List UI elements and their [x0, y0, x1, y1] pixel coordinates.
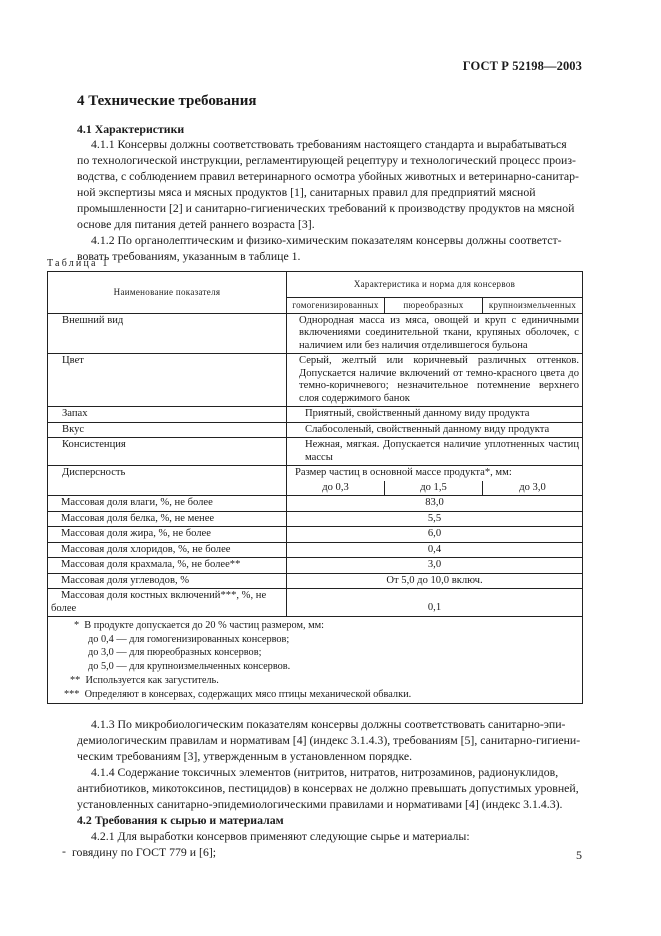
row-value: 0,1: [287, 589, 583, 617]
table-row: [48, 573, 583, 589]
table-notes-row: [48, 617, 583, 704]
row-value: 0,4: [287, 542, 583, 558]
row-name: Внешний вид: [48, 313, 287, 354]
text-line: 4.1.3 По микробиологическим показателям консервы должны соответствовать санитарно-эпи-: [91, 717, 566, 731]
sub-header-coarse: крупноизмельченных: [483, 298, 583, 314]
text-line: 4.1.4 Содержание токсичных элементов (нитритов, нитратов, нитрозаминов, радионуклидов,: [91, 765, 559, 779]
row-name-line: Массовая доля костных включений***, %, не: [61, 590, 267, 601]
page-number: 5: [576, 848, 582, 862]
table-row: [48, 589, 583, 617]
table-row: [48, 438, 583, 466]
table-notes: [48, 617, 583, 704]
footnote-1b: до 3,0 — для пюреобразных консервов;: [88, 647, 262, 659]
list-item: говядину по ГОСТ 779 и [6];: [72, 845, 217, 859]
row-value: 6,0: [287, 527, 583, 543]
table-row: [48, 527, 583, 543]
footnote-2: ** Используется как загуститель.: [70, 674, 219, 686]
row-name: Массовая доля белка, %, не менее: [48, 511, 287, 527]
row-name: Вкус: [48, 422, 287, 438]
footnote-1: * В продукте допускается до 20 % частиц размером, мм:: [74, 620, 325, 631]
row-name: Массовая доля углеводов, %: [48, 573, 287, 589]
text-line: ной экспертизы мяса и мясных продуктов [1], санитарных правил для предприятий мясной: [77, 185, 536, 199]
table-row: [48, 422, 583, 438]
column-header-name: Наименование показателя: [48, 272, 287, 314]
text-line: антибиотиков, микотоксинов, пестицидов) в консервах не должно превышать допустимых уровней,: [77, 781, 579, 795]
row-name: Массовая доля жира, %, не более: [48, 527, 287, 543]
row-name: Консистенция: [48, 438, 287, 466]
row-name: Массовая доля влаги, %, не более: [48, 496, 287, 512]
row-name: Дисперсность: [48, 466, 287, 496]
table-row: [48, 558, 583, 574]
sub-header-puree: пюреобразных: [385, 298, 483, 314]
subsection-title-4-2: 4.2 Требования к сырью и материалам: [77, 813, 284, 827]
row-value: Нежная, мягкая. Допускается наличие уплотненных частиц массы: [287, 438, 583, 466]
subsection-title-4-1: 4.1 Характеристики: [77, 122, 185, 136]
dispersity-puree: до 1,5: [385, 481, 483, 496]
row-name: [48, 589, 287, 617]
text-line: 4.1.2 По органолептическим и физико-химическим показателям консервы должны соответст-: [91, 233, 562, 247]
table-row: [48, 542, 583, 558]
footnote-1c: до 5,0 — для крупноизмельченных консервов.: [88, 661, 291, 673]
row-name: Массовая доля крахмала, %, не более**: [48, 558, 287, 574]
row-value: Приятный, свойственный данному виду продукта: [287, 407, 583, 423]
text-line: установленных санитарно-эпидемиологическими правилами и нормативами [4] (индекс 3.1.4.3).: [77, 797, 563, 811]
row-value: 5,5: [287, 511, 583, 527]
row-value: Слабосоленый, свойственный данному виду продукта: [287, 422, 583, 438]
text-line: по технологической инструкции, регламентирующей рецептуру и технологический процесс произ-: [77, 153, 576, 167]
table-row: [48, 511, 583, 527]
table-row: [48, 466, 583, 481]
row-name-line: более: [51, 602, 77, 614]
text-line: 4.1.1 Консервы должны соответствовать требованиям настоящего стандарта и вырабатываться: [91, 137, 567, 151]
dispersity-caption: Размер частиц в основной массе продукта*, мм:: [287, 466, 583, 481]
text-line: промышленности [2] и санитарно-гигиенических требований к производству продуктов на мясной: [77, 201, 575, 215]
footnote-3: *** Определяют в консервах, содержащих мясо птицы механической обвалки.: [64, 688, 412, 700]
section-title: 4 Технические требования: [77, 93, 257, 109]
footnote-1a: до 0,4 — для гомогенизированных консервов;: [88, 633, 290, 645]
table-label: Таблица 1: [47, 258, 110, 269]
table-row: [48, 313, 583, 354]
paragraph-4-2-1: 4.2.1 Для выработки консервов применяют следующие сырье и материалы:: [91, 829, 470, 843]
text-line: демиологическим правилам и нормативам [4] (индекс 3.1.4.3), требованиям [5], санитарно-гигиени-: [77, 733, 581, 747]
row-value: Однородная масса из мяса, овощей и круп с единичными включениями соединительной ткани, крупяных оболочек, с наличием или без наличия отделившегося бульона: [287, 313, 583, 354]
text-line: основе для питания детей раннего возраста [3].: [77, 217, 315, 231]
row-value: От 5,0 до 10,0 включ.: [287, 573, 583, 589]
row-name: Массовая доля хлоридов, %, не более: [48, 542, 287, 558]
dispersity-homogenized: до 0,3: [287, 481, 385, 496]
table-1: [47, 271, 583, 704]
table-row: [48, 354, 583, 407]
row-name: Цвет: [48, 354, 287, 407]
text-line: водства, с соблюдением правил ветеринарного осмотра убойных животных и ветеринарно-санитар-: [77, 169, 579, 183]
table-row: [48, 407, 583, 423]
list-bullet: -: [62, 844, 66, 858]
text-line: ческим требованиям [3], утвержденным в установленном порядке.: [77, 749, 413, 763]
table-row: [48, 496, 583, 512]
row-name: Запах: [48, 407, 287, 423]
column-group-header: Характеристика и норма для консервов: [287, 272, 583, 298]
row-value: 83,0: [287, 496, 583, 512]
sub-header-homogenized: гомогенизированных: [287, 298, 385, 314]
row-value: 3,0: [287, 558, 583, 574]
text-line: вовать требованиям, указанным в таблице 1.: [77, 249, 301, 263]
row-value: Серый, желтый или коричневый различных оттенков. Допускается наличие включений от темно-красного цвета до темно-коричневого; незначительное потемнение верхнего слоя содержимого банок: [287, 354, 583, 407]
dispersity-coarse: до 3,0: [483, 481, 583, 496]
standard-number: ГОСТ Р 52198—2003: [462, 59, 582, 73]
